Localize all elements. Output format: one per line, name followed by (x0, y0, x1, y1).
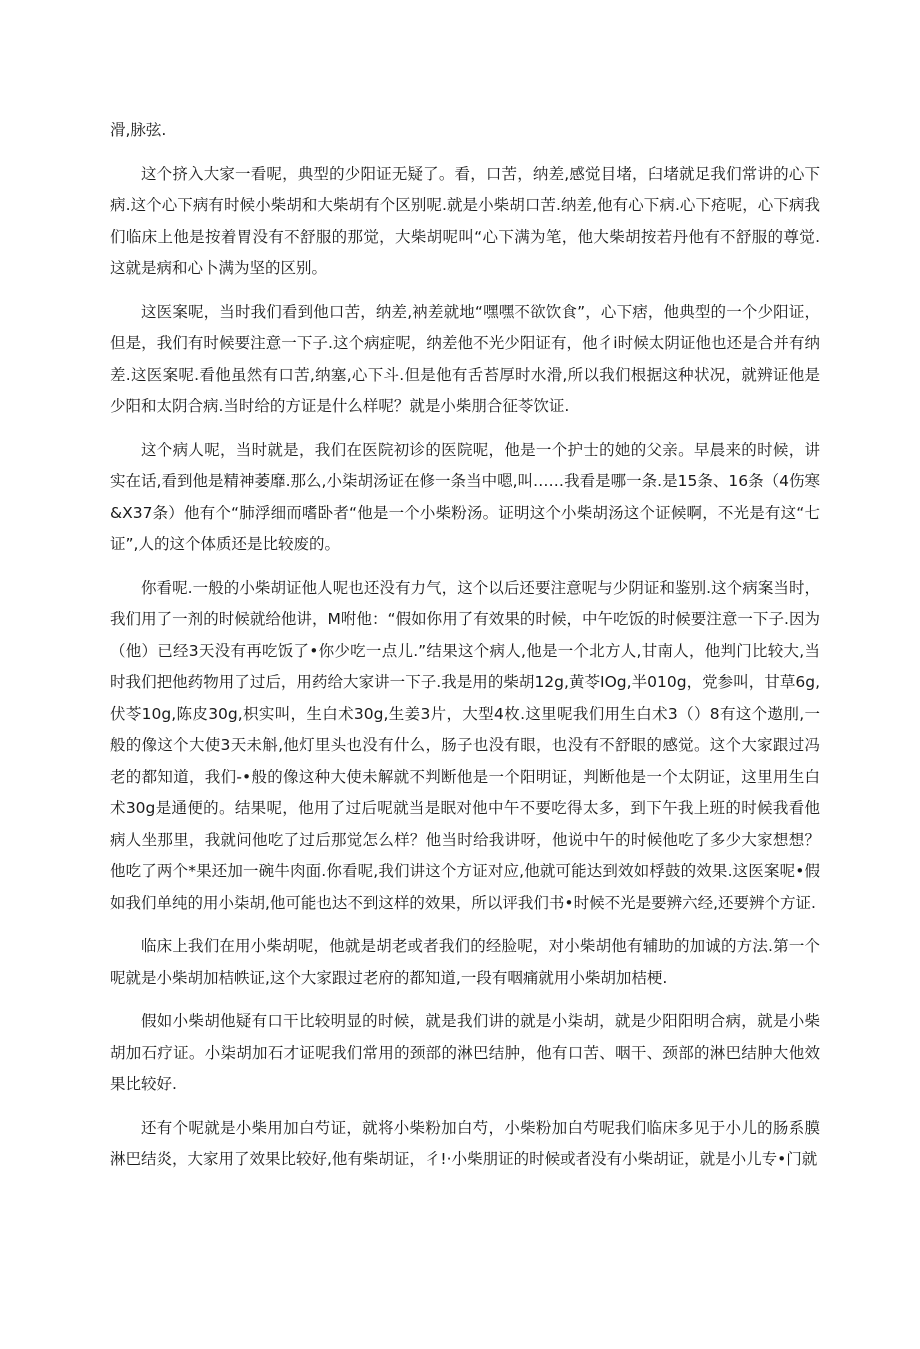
paragraph: 假如小柴胡他疑有口干比较明显的时候，就是我们讲的就是小柒胡，就是少阳阳明合病，就是小柴胡加石疗证。小柒胡加石才证呢我们常用的颈部的淋巴结肿，他有口苦、咽干、颈部的淋巴结肿大他效果比较好. (110, 1012, 820, 1093)
paragraph: 临床上我们在用小柴胡呢，他就是胡老或者我们的经脸呢，对小柴胡他有辅助的加诚的方法.第一个呢就是小柴胡加桔帙证,这个大家跟过老府的都知道,一段有咽痛就用小柴胡加桔梗. (110, 937, 820, 987)
paragraph: 还有个呢就是小柴用加白芍证，就将小柴粉加白芍，小柴粉加白芍呢我们临床多见于小儿的肠系膜淋巴结炎，大家用了效果比较好,他有柴胡证，彳!·小柴朋证的时候或者没有小柴胡证，就是小儿专•门就 (110, 1118, 820, 1168)
paragraph: 这个病人呢，当时就是，我们在医院初诊的医院呢，他是一个护士的她的父亲。早晨来的时候，讲实在话,看到他是精神萎靡.那么,小柒胡汤证在修一条当中嗯,叫……我看是哪一条.是15条、16条（4伤寒&X37条）他有个“肺浮细而嗜卧者“他是一个小柴粉汤。证明这个小柴胡汤这个证候啊，不光是有这“七证”,人的这个体质还是比较废的。 (110, 440, 820, 553)
paragraph: 滑,脉弦. (110, 121, 167, 139)
paragraph: 这医案呢，当时我们看到他口苦，纳差,衲差就地“嘿嘿不欲饮食”，心下痞，他典型的一个少阳证，但是，我们有时候要注意一下子.这个病症呢，纳差他不光少阳证有，他彳i时候太阴证他也还是合并有纳差.这医案呢.看他虽然有口苦,纳塞,心下斗.但是他有舌苔厚时水滑,所以我们根据这种状况，就辨证他是少阳和太阴合病.当时给的方证是什么样呢？就是小柴朋合征苓饮证. (110, 302, 820, 415)
paragraph: 你看呢.一般的小柴胡证他人呢也还没有力气，这个以后还要注意呢与少阴证和鉴别.这个病案当时，我们用了一剂的时候就给他讲，M咐他：“假如你用了有效果的时候，中午吃饭的时候要注意一下子.因为（他）已经3天没有再吃饭了•你少吃一点儿.”结果这个病人,他是一个北方人,甘南人，他判门比较大,当时我们把他药物用了过后，用药给大家讲一下子.我是用的柴胡12g,黄苓IOg,半010g，党参叫，甘草6g,伏苓10g,陈皮30g,枳实叫，生白术30g,生姜3片，大型4枚.这里呢我们用生白术3（）8有这个遨刖,一般的像这个大使3天未斛,他灯里头也没有什么，肠子也没有眼，也没有不舒眼的感觉。这个大家跟过冯老的都知道，我们-•般的像这种大使未解就不判断他是一个阳明证，判断他是一个太阴证，这里用生白术30g是通便的。结果呢，他用了过后呢就当是眠对他中午不要吃得太多，到下午我上班的时候我看他病人坐那里，我就问他吃了过后那觉怎么样？他当时给我讲呀，他说中午的时候他吃了多少大家想想？他吃了两个*果还加一碗牛肉面.你看呢,我们讲这个方证对应,他就可能达到效如桴鼓的效果.这医案呢•假如我们单纯的用小柒胡,他可能也达不到这样的效果，所以评我们书•时候不光是要辨六经,还要辨个方证. (110, 578, 820, 912)
document-body (110, 115, 820, 1188)
paragraph: 这个挤入大家一看呢，典型的少阳证无疑了。看，口苦，纳差,感觉目堵，臼堵就足我们常讲的心下病.这个心下病有时候小柴胡和大柴胡有个区别呢.就是小柴胡口苦.纳差,他有心下病.心下疮呢，心下病我们临床上他是按着胃没有不舒服的那觉，大柴胡呢叫“心下满为笔，他大柴胡按若丹他有不舒服的尊觉.这就是病和心卜满为坚的区别。 (110, 164, 820, 277)
